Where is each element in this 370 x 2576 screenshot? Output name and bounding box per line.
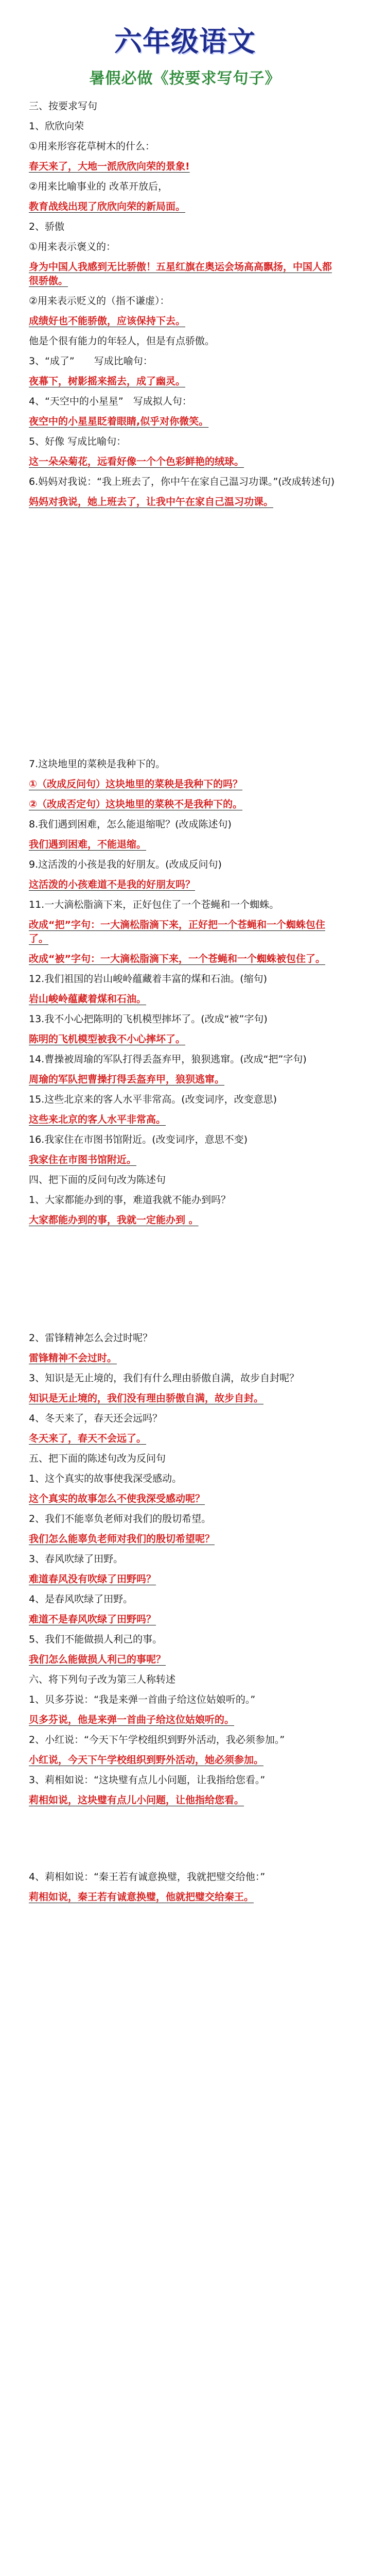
- answer-line: [29, 1793, 341, 1807]
- answer-line: [29, 1613, 341, 1626]
- question-text: 1、欣欣向荣: [29, 121, 84, 132]
- answer-line: [29, 1073, 341, 1087]
- question-text: ②用来表示贬义的（指不谦虚）：: [29, 295, 170, 307]
- answer-line: [29, 798, 341, 811]
- answer-text: 雷锋精神不会过时。: [29, 1352, 117, 1364]
- answer-line: [29, 160, 341, 174]
- question-text: 3、春风吹绿了田野。: [29, 1553, 124, 1565]
- question-line: [29, 354, 341, 368]
- answer-text: 周瑜的军队把曹操打得丢盔弃甲，狼狈逃窜。: [29, 1074, 225, 1085]
- question-text: 四、把下面的反问句改为陈述句: [29, 1174, 166, 1185]
- question-text: 8.我们遇到困难，怎么能退缩呢？(改成陈述句): [29, 819, 232, 830]
- answer-line: [29, 992, 341, 1006]
- question-text: 6.妈妈对我说：“我上班去了，你中午在家自己温习功课。”(改成转述句): [29, 476, 335, 487]
- answer-text: 陈明的飞机模型被我不小心摔坏了。: [29, 1033, 186, 1045]
- answer-text: 这个真实的故事怎么不使我深受感动呢？: [29, 1493, 205, 1504]
- question-line: [29, 1133, 341, 1147]
- blank-space: [29, 1814, 341, 1870]
- question-line: [29, 395, 341, 409]
- answer-line: [29, 1572, 341, 1586]
- question-line: [29, 220, 341, 234]
- question-text: 5、好像 写成比喻句：: [29, 436, 127, 447]
- question-text: 16.我家住在市图书馆附近。(改变词序，意思不变): [29, 1134, 248, 1145]
- answer-line: [29, 1113, 341, 1127]
- blank-space: [29, 515, 341, 757]
- question-line: [29, 1331, 341, 1345]
- question-text: ②用来比喻事业的 改革开放后，: [29, 181, 168, 192]
- section-2: [29, 757, 341, 1227]
- answer-text: 莉相如说，这块璧有点儿小问题，让他指给您看。: [29, 1794, 244, 1806]
- question-line: [29, 1633, 341, 1647]
- question-line: [29, 180, 341, 194]
- question-text: ①用来形容花草树木的什么：: [29, 141, 155, 152]
- answer-text: ②（改成否定句）这块地里的菜秧不是我种下的。: [29, 799, 243, 810]
- answer-text: 春天来了，大地一派欣欣向荣的景象!: [29, 161, 190, 172]
- brand-logo: 六年级语文: [114, 25, 256, 58]
- answer-text: 冬天来了，春天不会远了。: [29, 1433, 147, 1444]
- section-1: [29, 99, 341, 509]
- question-line: [29, 1512, 341, 1526]
- question-text: 4、“天空中的小星星” 写成拟人句：: [29, 396, 192, 407]
- question-text: 3、知识是无止境的，我们有什么理由骄傲自满，故步自封呢？: [29, 1372, 299, 1384]
- question-text: 3、“成了” 写成比喻句：: [29, 355, 153, 367]
- answer-line: [29, 1213, 341, 1227]
- answer-line: [29, 415, 341, 429]
- answer-text: 这些来北京的客人水平非常高。: [29, 1114, 166, 1125]
- answer-text: 改成“把”字句：一大滴松脂滴下来，正好把一个苍蝇和一个蜘蛛包住了。: [29, 919, 325, 944]
- question-line: [29, 1173, 341, 1187]
- answer-line: [29, 1492, 341, 1506]
- answer-text: 知识是无止境的，我们没有理由骄傲自满，故步自封。: [29, 1393, 264, 1404]
- answer-text: 改成“被”字句：一大滴松脂滴下来，一个苍蝇和一个蜘蛛被包住了。: [29, 953, 325, 964]
- answer-line: [29, 1532, 341, 1546]
- question-line: [29, 475, 341, 489]
- answer-text: 难道春风没有吹绿了田野吗？: [29, 1573, 156, 1585]
- question-text: 2、小红说：“今天下午学校组织到野外活动，我必须参加。”: [29, 1734, 285, 1745]
- document-title: 暑假必做《按要求写句子》: [89, 70, 281, 88]
- answer-line: [29, 1890, 341, 1904]
- answer-line: [29, 200, 341, 214]
- answer-line: [29, 1153, 341, 1167]
- question-line: [29, 818, 341, 832]
- question-line: [29, 1733, 341, 1747]
- question-text: 7.这块地里的菜秧是我种下的。: [29, 758, 166, 770]
- answer-text: 这一朵朵菊花，远看好像一个个色彩鲜艳的绒球。: [29, 456, 244, 467]
- answer-text: 莉相如说，秦王若有诚意换璧，他就把璧交给秦王。: [29, 1891, 254, 1903]
- question-text: 11.一大滴松脂滴下来，正好包住了一个苍蝇和一个蜘蛛。: [29, 899, 279, 910]
- question-text: 2、骄傲: [29, 221, 65, 232]
- question-line: [29, 120, 341, 133]
- question-line: [29, 1053, 341, 1066]
- answer-line: [29, 918, 341, 946]
- question-text: 9.这活泼的小孩是我的好朋友。(改成反问句): [29, 859, 222, 870]
- answer-text: 我们遇到困难，不能退缩。: [29, 839, 147, 850]
- question-line: [29, 140, 341, 154]
- question-line: [29, 972, 341, 986]
- question-text: 4、是春风吹绿了田野。: [29, 1594, 133, 1605]
- question-line: [29, 1773, 341, 1787]
- question-text: 1、大家都能办到的事，难道我就不能办到吗？: [29, 1194, 231, 1206]
- blank-space: [29, 1233, 341, 1331]
- answer-line: [29, 260, 341, 288]
- answer-line: [29, 838, 341, 852]
- question-text: 14.曹操被周瑜的军队打得丢盔弃甲，狼狈逃窜。(改成“把”字句): [29, 1054, 307, 1065]
- answer-text: 教育战线出现了欣欣向荣的新局面。: [29, 201, 186, 212]
- answer-line: [29, 1392, 341, 1405]
- question-line: [29, 1673, 341, 1687]
- question-line: [29, 240, 341, 254]
- answer-text: 我家住在市图书馆附近。: [29, 1154, 137, 1165]
- answer-line: [29, 1032, 341, 1046]
- question-line: [29, 1552, 341, 1566]
- answer-text: 我们怎么能辜负老师对我们的殷切希望呢？: [29, 1533, 215, 1545]
- question-line: [29, 1193, 341, 1207]
- answer-line: [29, 777, 341, 791]
- question-line: [29, 1693, 341, 1707]
- question-text: 他是个很有能力的年轻人，但是有点骄傲。: [29, 335, 215, 347]
- question-text: 五、把下面的陈述句改为反问句: [29, 1453, 166, 1464]
- answer-text: 贝多芬说，他是来弹一首曲子给这位姑娘听的。: [29, 1714, 235, 1725]
- question-text: 4、莉相如说：“秦王若有诚意换璧，我就把璧交给他：”: [29, 1871, 266, 1883]
- answer-text: 我们怎么能做损人利己的事呢？: [29, 1654, 166, 1665]
- question-text: 12.我们祖国的岩山峻岭蕴藏着丰富的煤和石油。(缩句): [29, 973, 268, 985]
- question-line: [29, 757, 341, 771]
- question-line: [29, 1592, 341, 1606]
- answer-line: [29, 952, 341, 966]
- question-line: [29, 1452, 341, 1466]
- question-line: [29, 1412, 341, 1426]
- answer-line: [29, 495, 341, 509]
- question-text: 5、我们不能做损人利己的事。: [29, 1634, 163, 1645]
- question-text: 15.这些北京来的客人水平非常高。(改变词序，改变意思): [29, 1094, 277, 1105]
- answer-text: 难道不是春风吹绿了田野吗？: [29, 1614, 156, 1625]
- question-text: ①用来表示褒义的：: [29, 241, 116, 252]
- answer-line: [29, 1432, 341, 1446]
- question-line: [29, 858, 341, 872]
- answer-line: [29, 1653, 341, 1667]
- document-body: [0, 88, 370, 1904]
- question-text: 13.我不小心把陈明的飞机模型摔坏了。(改成“被”字句): [29, 1013, 268, 1025]
- question-line: [29, 99, 341, 113]
- question-line: [29, 898, 341, 912]
- document-header: [0, 0, 370, 88]
- question-text: 六、将下列句子改为第三人称转述: [29, 1674, 176, 1685]
- answer-text: 夜幕下，树影摇来摇去，成了幽灵。: [29, 376, 186, 387]
- answer-line: [29, 375, 341, 388]
- answer-text: 成绩好也不能骄傲，应该保持下去。: [29, 315, 186, 327]
- question-text: 三、按要求写句: [29, 100, 98, 112]
- question-line: [29, 435, 341, 449]
- answer-line: [29, 314, 341, 328]
- question-text: 2、雷锋精神怎么会过时呢？: [29, 1332, 153, 1344]
- answer-text: 夜空中的小星星眨着眼睛,似乎对你微笑。: [29, 416, 209, 427]
- question-line: [29, 1012, 341, 1026]
- answer-line: [29, 455, 341, 469]
- answer-text: 小红说，今天下午学校组织到野外活动，她必须参加。: [29, 1754, 264, 1766]
- question-text: 2、我们不能辜负老师对我们的殷切希望。: [29, 1513, 212, 1524]
- question-line: [29, 1472, 341, 1486]
- answer-text: 妈妈对我说，她上班去了，让我中午在家自己温习功课。: [29, 496, 274, 507]
- question-line: [29, 1371, 341, 1385]
- section-3: [29, 1331, 341, 1807]
- question-text: 4、冬天来了，春天还会远吗？: [29, 1413, 163, 1424]
- question-line: [29, 1093, 341, 1107]
- question-line: [29, 1870, 341, 1884]
- question-text: 3、莉相如说：“这块璧有点儿小问题，让我指给您看。”: [29, 1774, 266, 1786]
- answer-line: [29, 1713, 341, 1727]
- answer-text: 大家都能办到的事，我就一定能办到 。: [29, 1214, 199, 1226]
- answer-text: 身为中国人我感到无比骄傲！五星红旗在奥运会场高高飘扬，中国人都很骄傲。: [29, 261, 332, 286]
- answer-text: 这活泼的小孩难道不是我的好朋友吗？: [29, 879, 196, 890]
- answer-line: [29, 1753, 341, 1767]
- answer-line: [29, 1351, 341, 1365]
- question-line: [29, 294, 341, 308]
- section-4: [29, 1870, 341, 1904]
- question-text: 1、这个真实的故事使我深受感动。: [29, 1473, 182, 1484]
- question-line: [29, 334, 341, 348]
- answer-line: [29, 878, 341, 892]
- answer-text: ①（改成反问句）这块地里的菜秧是我种下的吗？: [29, 778, 243, 790]
- answer-text: 岩山峻岭蕴藏着煤和石油。: [29, 993, 147, 1005]
- question-text: 1、贝多芬说：“我是来弹一首曲子给这位姑娘听的。”: [29, 1694, 256, 1705]
